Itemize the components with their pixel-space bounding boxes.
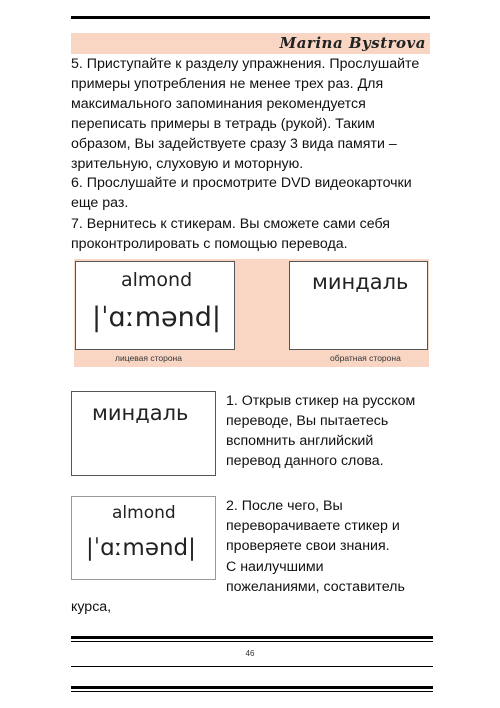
sticker-front-card xyxy=(75,261,235,350)
sticker-front-ipa: |ˈɑːmənd| xyxy=(92,302,222,333)
closing-line-3: курса, xyxy=(71,599,112,615)
sticker-front-word: almond xyxy=(121,269,193,291)
sticker-back-word: миндаль xyxy=(312,270,409,294)
footer-rule xyxy=(71,636,433,639)
footer-rule-lower xyxy=(71,666,433,667)
sticker-back-caption: обратная сторона xyxy=(330,353,401,363)
closing-line-1: С наилучшими xyxy=(226,559,324,575)
step2-card-word: almond xyxy=(112,503,176,523)
sticker-illustration xyxy=(74,259,429,367)
sticker-back-card xyxy=(289,261,428,350)
step1-card xyxy=(71,391,216,476)
step1-card-word: миндаль xyxy=(92,401,189,425)
footer-rule-bottom-thick xyxy=(71,686,433,689)
top-rule xyxy=(71,16,430,19)
step2-card xyxy=(71,496,216,580)
paragraph-step-6: 6. Прослушайте и просмотрите DVD видеокарточки еще раз. xyxy=(71,175,412,211)
step2-text: 2. После чего, Вы переворачиваете стикер и проверяете свои знания. xyxy=(226,498,400,554)
step1-text: 1. Открыв стикер на русском переводе, Вы пытаетесь вспомнить английский перевод данного слова. xyxy=(226,393,416,469)
paragraph-step-5: 5. Приступайте к разделу упражнения. Прослушайте примеры употребления не менее трех раз. Для максимального запоминания рекомендуется переписать примеры в тетрадь (рукой). Таким образом, Вы задействуете сразу 3 вида памяти – зрительную, слуховую и моторную. xyxy=(71,56,420,172)
page-number: 46 xyxy=(245,649,255,658)
paragraph-step-7: 7. Вернитесь к стикерам. Вы сможете сами себя проконтролировать с помощью перевода. xyxy=(71,216,390,252)
step2-card-ipa: |ˈɑːmənd| xyxy=(86,535,196,561)
sticker-front-caption: лицевая сторона xyxy=(115,353,182,363)
closing-line-2: пожеланиями, составитель xyxy=(226,579,405,595)
header-author: Marina Bystrova xyxy=(279,34,426,52)
footer-rule-bottom-thin xyxy=(71,691,433,692)
header-band xyxy=(71,33,430,54)
footer-rule-thin xyxy=(71,641,433,642)
